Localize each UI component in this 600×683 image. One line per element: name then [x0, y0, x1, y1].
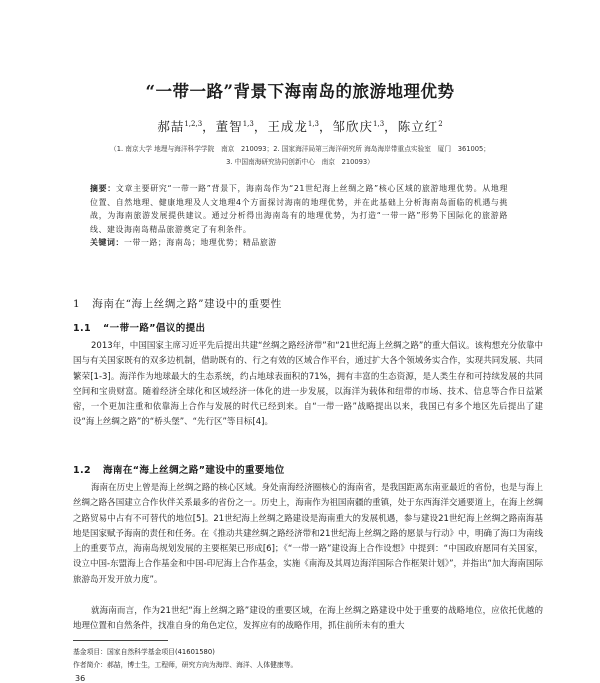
author-list	[60, 117, 540, 135]
author-affiliation-mark: 2	[438, 119, 443, 128]
author-separator: ，	[202, 119, 216, 134]
subsection-heading	[73, 320, 533, 334]
page-number: 36	[75, 674, 86, 683]
footnote-funding: 基金项目：国家自然科学基金项目(41601580)	[73, 648, 215, 656]
footnote-author-bio: 作者简介：郝喆，博士生，工程师，研究方向为海岸、海洋、人体健康等。	[73, 661, 298, 669]
keywords-text: 一带一路；海南岛；地理优势；精品旅游	[123, 238, 277, 248]
subsection-title: “一带一路”倡议的提出	[103, 323, 206, 334]
author-separator: ，	[253, 119, 268, 134]
affiliation-line: 3. 中国南海研究协同创新中心 南京 210093）	[226, 158, 374, 166]
abstract-text: 文章主要研究“一带一路”背景下，海南岛作为“21世纪海上丝绸之路”核心区域的旅游地理优势。从地理位置、自然地理、健康地理及人文地理4个方面探讨海南的地理优势，并在此基础上分析海南岛面临的机遇与挑战，为海南旅游发展提供建议。通过分析得出海南岛有的地理优势，为打造“一带一路”形势下国际化的旅游路线、建设海南岛精品旅游奠定了有利条件。	[90, 184, 508, 234]
author-name: 董智	[215, 119, 243, 134]
affiliation-line: （1. 南京大学 地理与海洋科学学院 南京 210093；2. 国家海洋局第三海洋研究所 海岛海岸带重点实验室 厦门 361005；	[110, 145, 490, 153]
author-separator: ，	[319, 119, 333, 134]
author-separator: ，	[384, 119, 398, 134]
body-paragraph: 2013年，中国国家主席习近平先后提出共建“丝绸之路经济带”和“21世纪海上丝绸之路”的重大倡议。该构想充分依靠中国与有关国家既有的双多边机制，借助既有的、行之有效的区域合作平台，通过扩大各个领域务实合作，实现共同发展、共同繁荣[1-3]。海洋作为地球最大的生态系统，约占地球表面积的71%，拥有丰富的生态资源，是人类生存和可持续发展的共同空间和宝贵财富。随着经济全球化和区域经济一体化的进一步发展，以海洋为载体和纽带的市场、技术、信息等合作日益紧密，一个更加注重和依靠海上合作与发展的时代已经到来。自“一带一路”战略提出以来，我国已有多个地区先后提出了建设“海上丝绸之路”的“桥头堡”、“先行区”等目标[4]。	[73, 341, 543, 428]
body-paragraph: 海南在历史上曾是海上丝绸之路的核心区域。身处南海经济圈核心的海南省，是我国距离东南亚最近的省份，也是与海上丝绸之路各国建立合作伙伴关系最多的省份之一。历史上，海南作为祖国南疆的重镇，处于东西海洋交通要道上，在海上丝绸之路贸易中占有不可替代的地位[5]。21世纪海上丝绸之路建设是海南重大的发展机遇，参与建设21世纪海上丝绸之路南海基地是国家赋予海南的责任和任务。在《推动共建丝绸之路经济带和21世纪海上丝绸之路的愿景与行动》中，明确了海口为南线上的重要节点，海南岛规划发展的主要框架已形成[6]；《“一带一路”建设海上合作设想》中提到：“中国政府愿同有关国家，设立中国-东盟海上合作基金和中国-印尼海上合作基金，实施《南海及其周边海洋国际合作框架计划》”，并指出“加大海南国际旅游岛开发开放力度”。	[73, 483, 543, 585]
abstract	[90, 182, 508, 250]
author-name: 王成龙	[267, 119, 308, 134]
author-affiliation-mark: 1,3	[307, 119, 319, 128]
subsection-title: 海南在“海上丝绸之路”建设中的重要地位	[103, 465, 285, 476]
footnote-divider	[73, 640, 168, 641]
body-paragraph: 就海南而言，作为21世纪“海上丝绸之路”建设的重要区域，在海上丝绸之路建设中处于重要的战略地位，应依托优越的地理位置和自然条件，找准自身的角色定位，发挥应有的战略作用，抓住前所未有的重大	[73, 606, 543, 632]
author-affiliation-mark: 1,2,3	[184, 119, 203, 128]
paper-title: “一带一路”背景下海南岛的旅游地理优势	[145, 82, 455, 101]
section-number: 1	[73, 298, 81, 310]
author-affiliation-mark: 1,3	[373, 119, 385, 128]
keywords-label: 关键词：	[90, 238, 124, 248]
section-title: 海南在“海上丝绸之路”建设中的重要性	[92, 298, 282, 310]
subsection-number: 1.2	[73, 465, 92, 476]
keywords	[90, 236, 508, 250]
abstract-label: 摘要：	[90, 184, 116, 193]
author-name: 郝喆	[157, 119, 185, 134]
subsection-number: 1.1	[73, 323, 92, 334]
subsection-heading	[73, 462, 533, 476]
section-heading	[73, 296, 533, 311]
author-name: 陈立红	[397, 119, 439, 134]
abstract-body	[90, 182, 508, 236]
author-affiliation-mark: 1,3	[242, 119, 254, 128]
author-name: 邹欣庆	[332, 119, 374, 134]
